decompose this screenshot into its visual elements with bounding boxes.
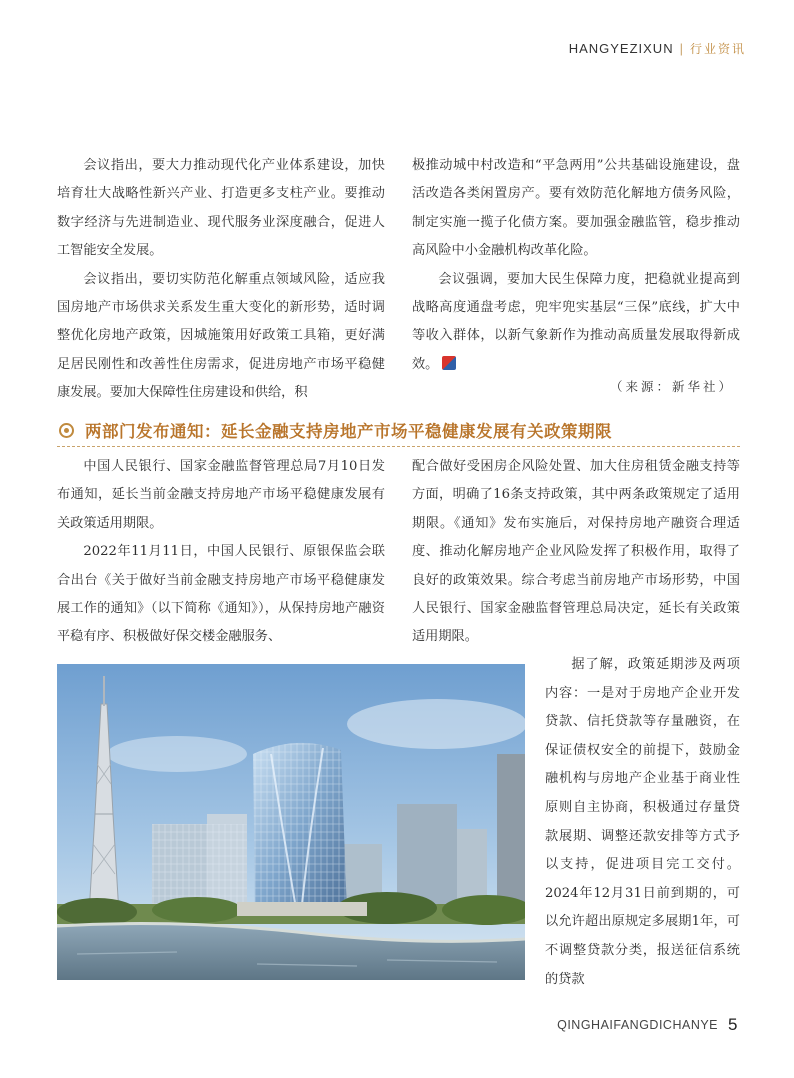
section2-column-beside-photo — [545, 651, 740, 994]
footer-magazine-name: QINGHAIFANGDICHANYE — [557, 1018, 719, 1032]
skyline-illustration — [57, 664, 525, 980]
paragraph — [412, 266, 740, 380]
paragraph-continued: 配合做好受困房企风险处置、加大住房租赁金融支持等方面，明确了16条支持政策，其中两条政策规定了适用期限。《通知》发布实施后，对保持房地产融资合理适度、推动化解房地产企业风险发挥了积极作用，取得了良好的政策效果。综合考虑当前房地产市场形势，中国人民银行、国家金融监督管理总局决定，延长有关政策适用期限。 — [412, 459, 740, 645]
page-footer — [557, 1015, 738, 1035]
end-mark-icon — [442, 356, 456, 370]
bullet-circle-icon — [59, 423, 74, 438]
paragraph-text: 会议强调，要加大民生保障力度，把稳就业提高到战略高度通盘考虑，兜牢兜实基层“三保”底线，扩大中等收入群体，以新气象新作为推动高质量发展取得新成效。 — [412, 271, 740, 372]
header-latin: HANGYEZIXUN — [568, 41, 674, 56]
header-separator: | — [679, 41, 684, 56]
paragraph: 会议指出，要大力推动现代化产业体系建设，加快培育壮大战略性新兴产业、打造更多支柱产业。要推动数字经济与先进制造业、现代服务业深度融合，促进人工智能安全发展。 — [57, 158, 385, 259]
section2-column-left — [57, 453, 385, 652]
running-header — [569, 40, 746, 57]
paragraph-continued: 极推动城中村改造和“平急两用”公共基础设施建设，盘活改造各类闲置房产。要有效防范化解地方债务风险，制定实施一揽子化债方案。要加强金融监管，稳步推动高风险中小金融机构改革化险。 — [412, 158, 740, 259]
section1-column-left — [57, 152, 385, 408]
paragraph: 据了解，政策延期涉及两项内容：一是对于房地产企业开发贷款、信托贷款等存量融资，在保证债权安全的前提下，鼓励金融机构与房地产企业基于商业性原则自主协商，积极通过存量贷款展期、调整还款安排等方式予以支持，促进项目完工交付。2024年12月31日前到期的，可以允许超出原规定多展期1年，可不调整贷款分类，报送征信系统的贷款 — [545, 657, 740, 987]
section2-column-right — [412, 453, 740, 652]
paragraph: 2022年11月11日，中国人民银行、原银保监会联合出台《关于做好当前金融支持房地产市场平稳健康发展工作的通知》（以下简称《通知》），从保持房地产融资平稳有序、积极做好保交楼金融服务、 — [57, 544, 385, 645]
paragraph: 中国人民银行、国家金融监督管理总局7月10日发布通知，延长当前金融支持房地产市场平稳健康发展有关政策适用期限。 — [57, 459, 385, 531]
page-number: 5 — [728, 1015, 738, 1034]
city-skyline-photo — [57, 664, 525, 980]
header-section-name: 行业资讯 — [689, 42, 746, 56]
section-heading-bar — [57, 418, 740, 447]
section-title: 两部门发布通知：延长金融支持房地产市场平稳健康发展有关政策期限 — [85, 422, 612, 441]
section1-column-right — [412, 152, 740, 379]
source-credit: （来源：新华社） — [609, 379, 734, 394]
paragraph: 会议指出，要切实防范化解重点领域风险，适应我国房地产市场供求关系发生重大变化的新形势，适时调整优化房地产政策，因城施策用好政策工具箱，更好满足居民刚性和改善性住房需求，促进房地产市场平稳健康发展。要加大保障性住房建设和供给，积 — [57, 271, 385, 401]
